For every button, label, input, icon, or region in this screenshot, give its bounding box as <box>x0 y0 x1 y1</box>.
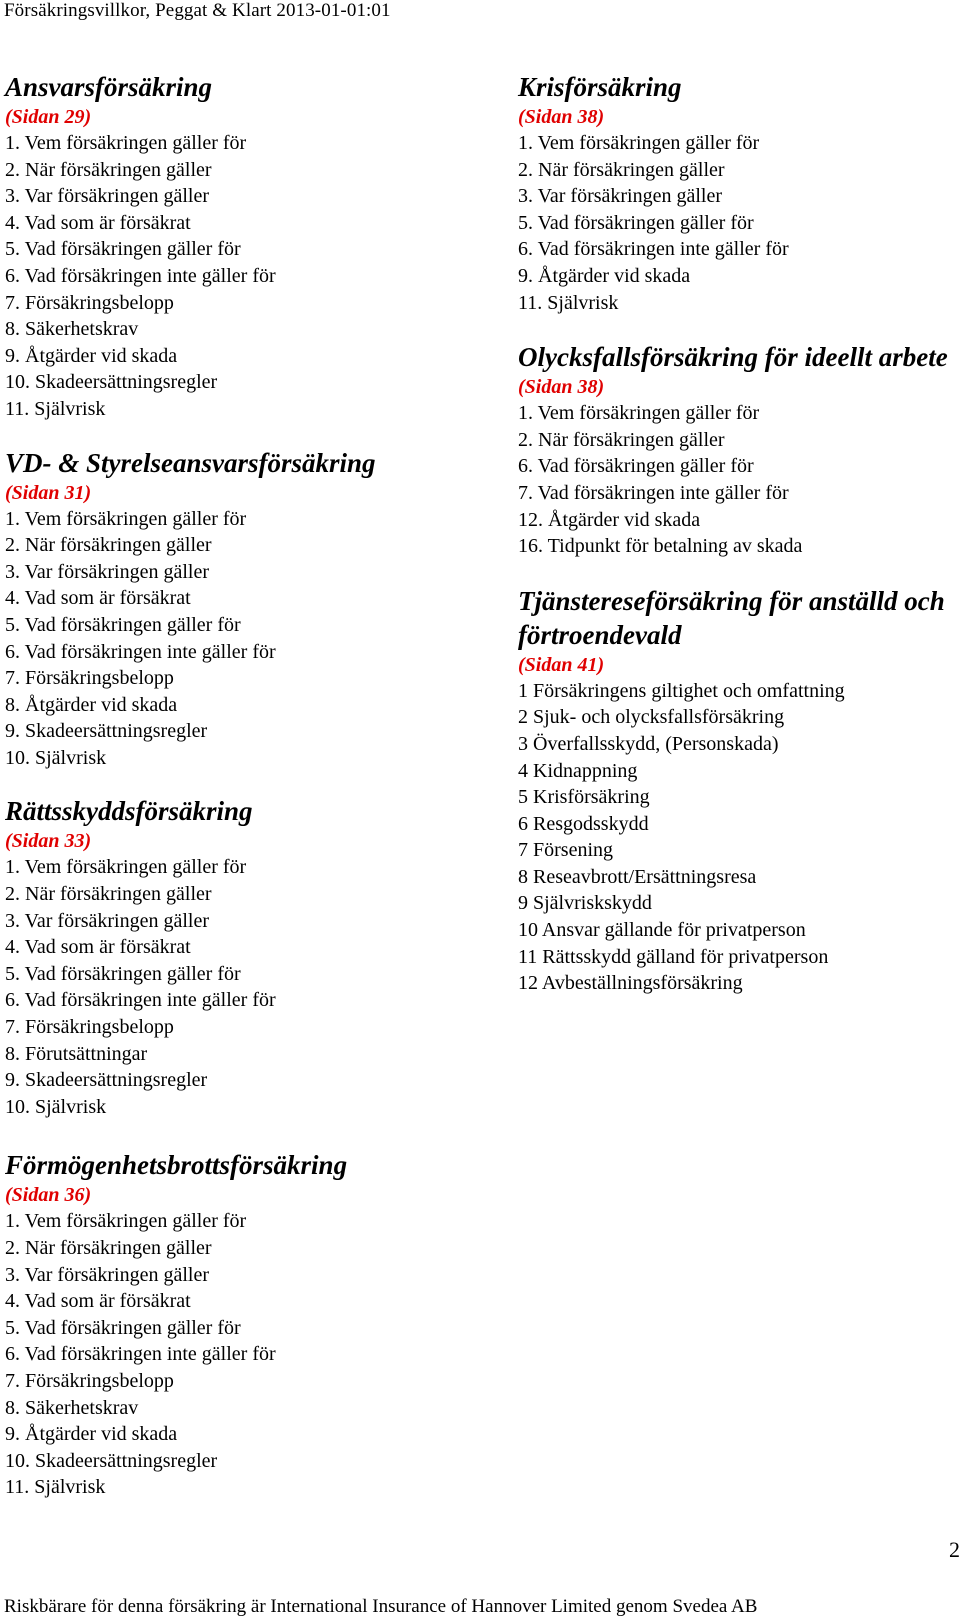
section-list-item: 7. Försäkringsbelopp <box>5 1369 174 1392</box>
page-number: 2 <box>949 1537 960 1562</box>
section-list-item: 8. Säkerhetskrav <box>5 1396 139 1419</box>
section-title: Krisförsäkring <box>518 72 682 102</box>
section-list-item: 6. Vad försäkringen inte gäller för <box>5 264 276 287</box>
section-list-item: 7. Försäkringsbelopp <box>5 291 174 314</box>
insurance-section <box>518 340 958 560</box>
section-page-reference: (Sidan 36) <box>5 1184 92 1207</box>
section-list-item: 8 Reseavbrott/Ersättningsresa <box>518 865 757 888</box>
section-list-item: 4 Kidnappning <box>518 759 638 782</box>
section-list-item: 5. Vad försäkringen gäller för <box>5 613 241 636</box>
section-list-item: 10 Ansvar gällande för privatperson <box>518 919 806 942</box>
section-list-item: 6. Vad försäkringen inte gäller för <box>518 238 789 261</box>
section-spacer <box>5 771 475 794</box>
section-list-item: 2. När försäkringen gäller <box>5 883 212 906</box>
section-page-reference: (Sidan 29) <box>5 106 92 128</box>
section-list-item: 12 Avbeställningsförsäkring <box>518 972 743 995</box>
section-list-item: 10. Självrisk <box>5 1095 107 1118</box>
section-list-item: 8. Säkerhetskrav <box>5 318 139 341</box>
section-list-item: 3. Var försäkringen gäller <box>518 185 723 208</box>
insurance-section <box>5 446 475 772</box>
section-list-item: 10. Skadeersättningsregler <box>5 1449 218 1472</box>
left-column <box>5 70 475 1501</box>
section-list-item: 11. Självrisk <box>518 291 619 314</box>
section-spacer <box>5 423 475 446</box>
section-spacer <box>5 1120 475 1143</box>
section-list-item: 8. Förutsättningar <box>5 1042 148 1065</box>
section-list-item: 10. Skadeersättningsregler <box>5 371 218 394</box>
section-list-item: 7. Försäkringsbelopp <box>5 667 174 690</box>
section-list-item: 5 Krisförsäkring <box>518 786 650 809</box>
section-list-item: 9. Åtgärder vid skada <box>5 1423 178 1446</box>
section-list-item: 4. Vad som är försäkrat <box>5 1290 191 1313</box>
section-list-item: 1. Vem försäkringen gäller för <box>5 856 247 879</box>
section-list-item: 6. Vad försäkringen gäller för <box>518 455 754 478</box>
section-list-item: 11 Rättsskydd gälland för privatperson <box>518 945 829 968</box>
insurance-section <box>518 70 958 316</box>
section-list-item: 10. Självrisk <box>5 746 107 769</box>
section-spacer <box>518 316 958 340</box>
section-list-item: 11. Självrisk <box>5 397 106 420</box>
section-list-item: 9. Skadeersättningsregler <box>5 1069 208 1092</box>
section-list-item: 1. Vem försäkringen gäller för <box>518 132 760 154</box>
section-spacer <box>518 560 958 584</box>
section-title: Olycksfallsförsäkring för ideellt arbete <box>518 342 948 373</box>
section-list-item: 5. Vad försäkringen gäller för <box>5 962 241 985</box>
section-list-item: 4. Vad som är försäkrat <box>5 936 191 959</box>
section-list-item: 9. Skadeersättningsregler <box>5 720 208 743</box>
insurance-section <box>5 794 475 1120</box>
section-list-item: 2. När försäkringen gäller <box>5 534 212 557</box>
section-list-item: 16. Tidpunkt för betalning av skada <box>518 535 803 558</box>
section-list-item: 11. Självrisk <box>5 1476 106 1499</box>
section-list-item: 3. Var försäkringen gäller <box>5 185 210 208</box>
section-title: Ansvarsförsäkring <box>5 72 213 102</box>
insurance-section <box>5 70 475 423</box>
section-list-item: 2 Sjuk- och olycksfallsförsäkring <box>518 706 785 729</box>
section-list-item: 9 Självriskskydd <box>518 892 652 915</box>
section-list-item: 1. Vem försäkringen gäller för <box>5 507 247 530</box>
section-list-item: 6. Vad försäkringen inte gäller för <box>5 989 276 1012</box>
section-list-item: 3 Överfallsskydd, (Personskada) <box>518 732 779 755</box>
section-title: Förmögenhetsbrottsförsäkring <box>5 1150 348 1181</box>
section-title: VD- & Styrelseansvarsförsäkring <box>5 447 376 478</box>
section-list-item: 3. Var försäkringen gäller <box>5 1263 210 1286</box>
section-list-item: 5. Vad försäkringen gäller för <box>5 238 241 261</box>
section-list-item: 6. Vad försäkringen inte gäller för <box>5 1343 276 1366</box>
section-page-reference: (Sidan 33) <box>5 830 92 853</box>
section-list-item: 6 Resgodsskydd <box>518 812 649 835</box>
section-list-item: 3. Var försäkringen gäller <box>5 909 210 932</box>
section-list-item: 9. Åtgärder vid skada <box>518 264 691 287</box>
section-page-reference: (Sidan 38) <box>518 106 605 128</box>
section-list-item: 1. Vem försäkringen gäller för <box>5 132 247 154</box>
section-list-item: 1 Försäkringens giltighet och omfattning <box>518 679 845 702</box>
section-list-item: 12. Åtgärder vid skada <box>518 508 701 531</box>
section-list-item: 4. Vad som är försäkrat <box>5 211 191 234</box>
section-page-reference: (Sidan 38) <box>518 376 605 399</box>
section-title: Tjänstereseförsäkring för anställd och förtroendevald <box>518 585 945 650</box>
section-list-item: 8. Åtgärder vid skada <box>5 693 178 716</box>
insurance-section <box>5 1148 475 1501</box>
section-page-reference: (Sidan 41) <box>518 653 605 676</box>
section-list-item: 2. När försäkringen gäller <box>518 428 725 451</box>
section-list-item: 7. Vad försäkringen inte gäller för <box>518 481 789 504</box>
section-list-item: 5. Vad försäkringen gäller för <box>5 1316 241 1339</box>
section-list-item: 5. Vad försäkringen gäller för <box>518 211 754 234</box>
section-list-item: 2. När försäkringen gäller <box>5 158 212 181</box>
section-list-item: 6. Vad försäkringen inte gäller för <box>5 640 276 663</box>
section-list-item: 3. Var försäkringen gäller <box>5 560 210 583</box>
document-footer: Riskbärare för denna försäkring är International Insurance of Hannover Limited genom Svedea AB <box>4 1596 758 1617</box>
section-title: Rättsskyddsförsäkring <box>5 796 253 827</box>
section-page-reference: (Sidan 31) <box>5 481 92 504</box>
section-list-item: 7. Försäkringsbelopp <box>5 1016 174 1039</box>
document-header: Försäkringsvillkor, Peggat & Klart 2013-01-01:01 <box>4 0 391 21</box>
section-list-item: 4. Vad som är försäkrat <box>5 587 191 610</box>
section-list-item: 2. När försäkringen gäller <box>518 158 725 181</box>
section-list-item: 2. När försäkringen gäller <box>5 1237 212 1259</box>
section-list-item: 9. Åtgärder vid skada <box>5 344 178 367</box>
section-list-item: 1. Vem försäkringen gäller för <box>5 1210 247 1233</box>
right-column <box>518 70 958 997</box>
section-list-item: 1. Vem försäkringen gäller för <box>518 402 760 425</box>
section-list-item: 7 Försening <box>518 839 613 862</box>
insurance-section <box>518 584 958 997</box>
